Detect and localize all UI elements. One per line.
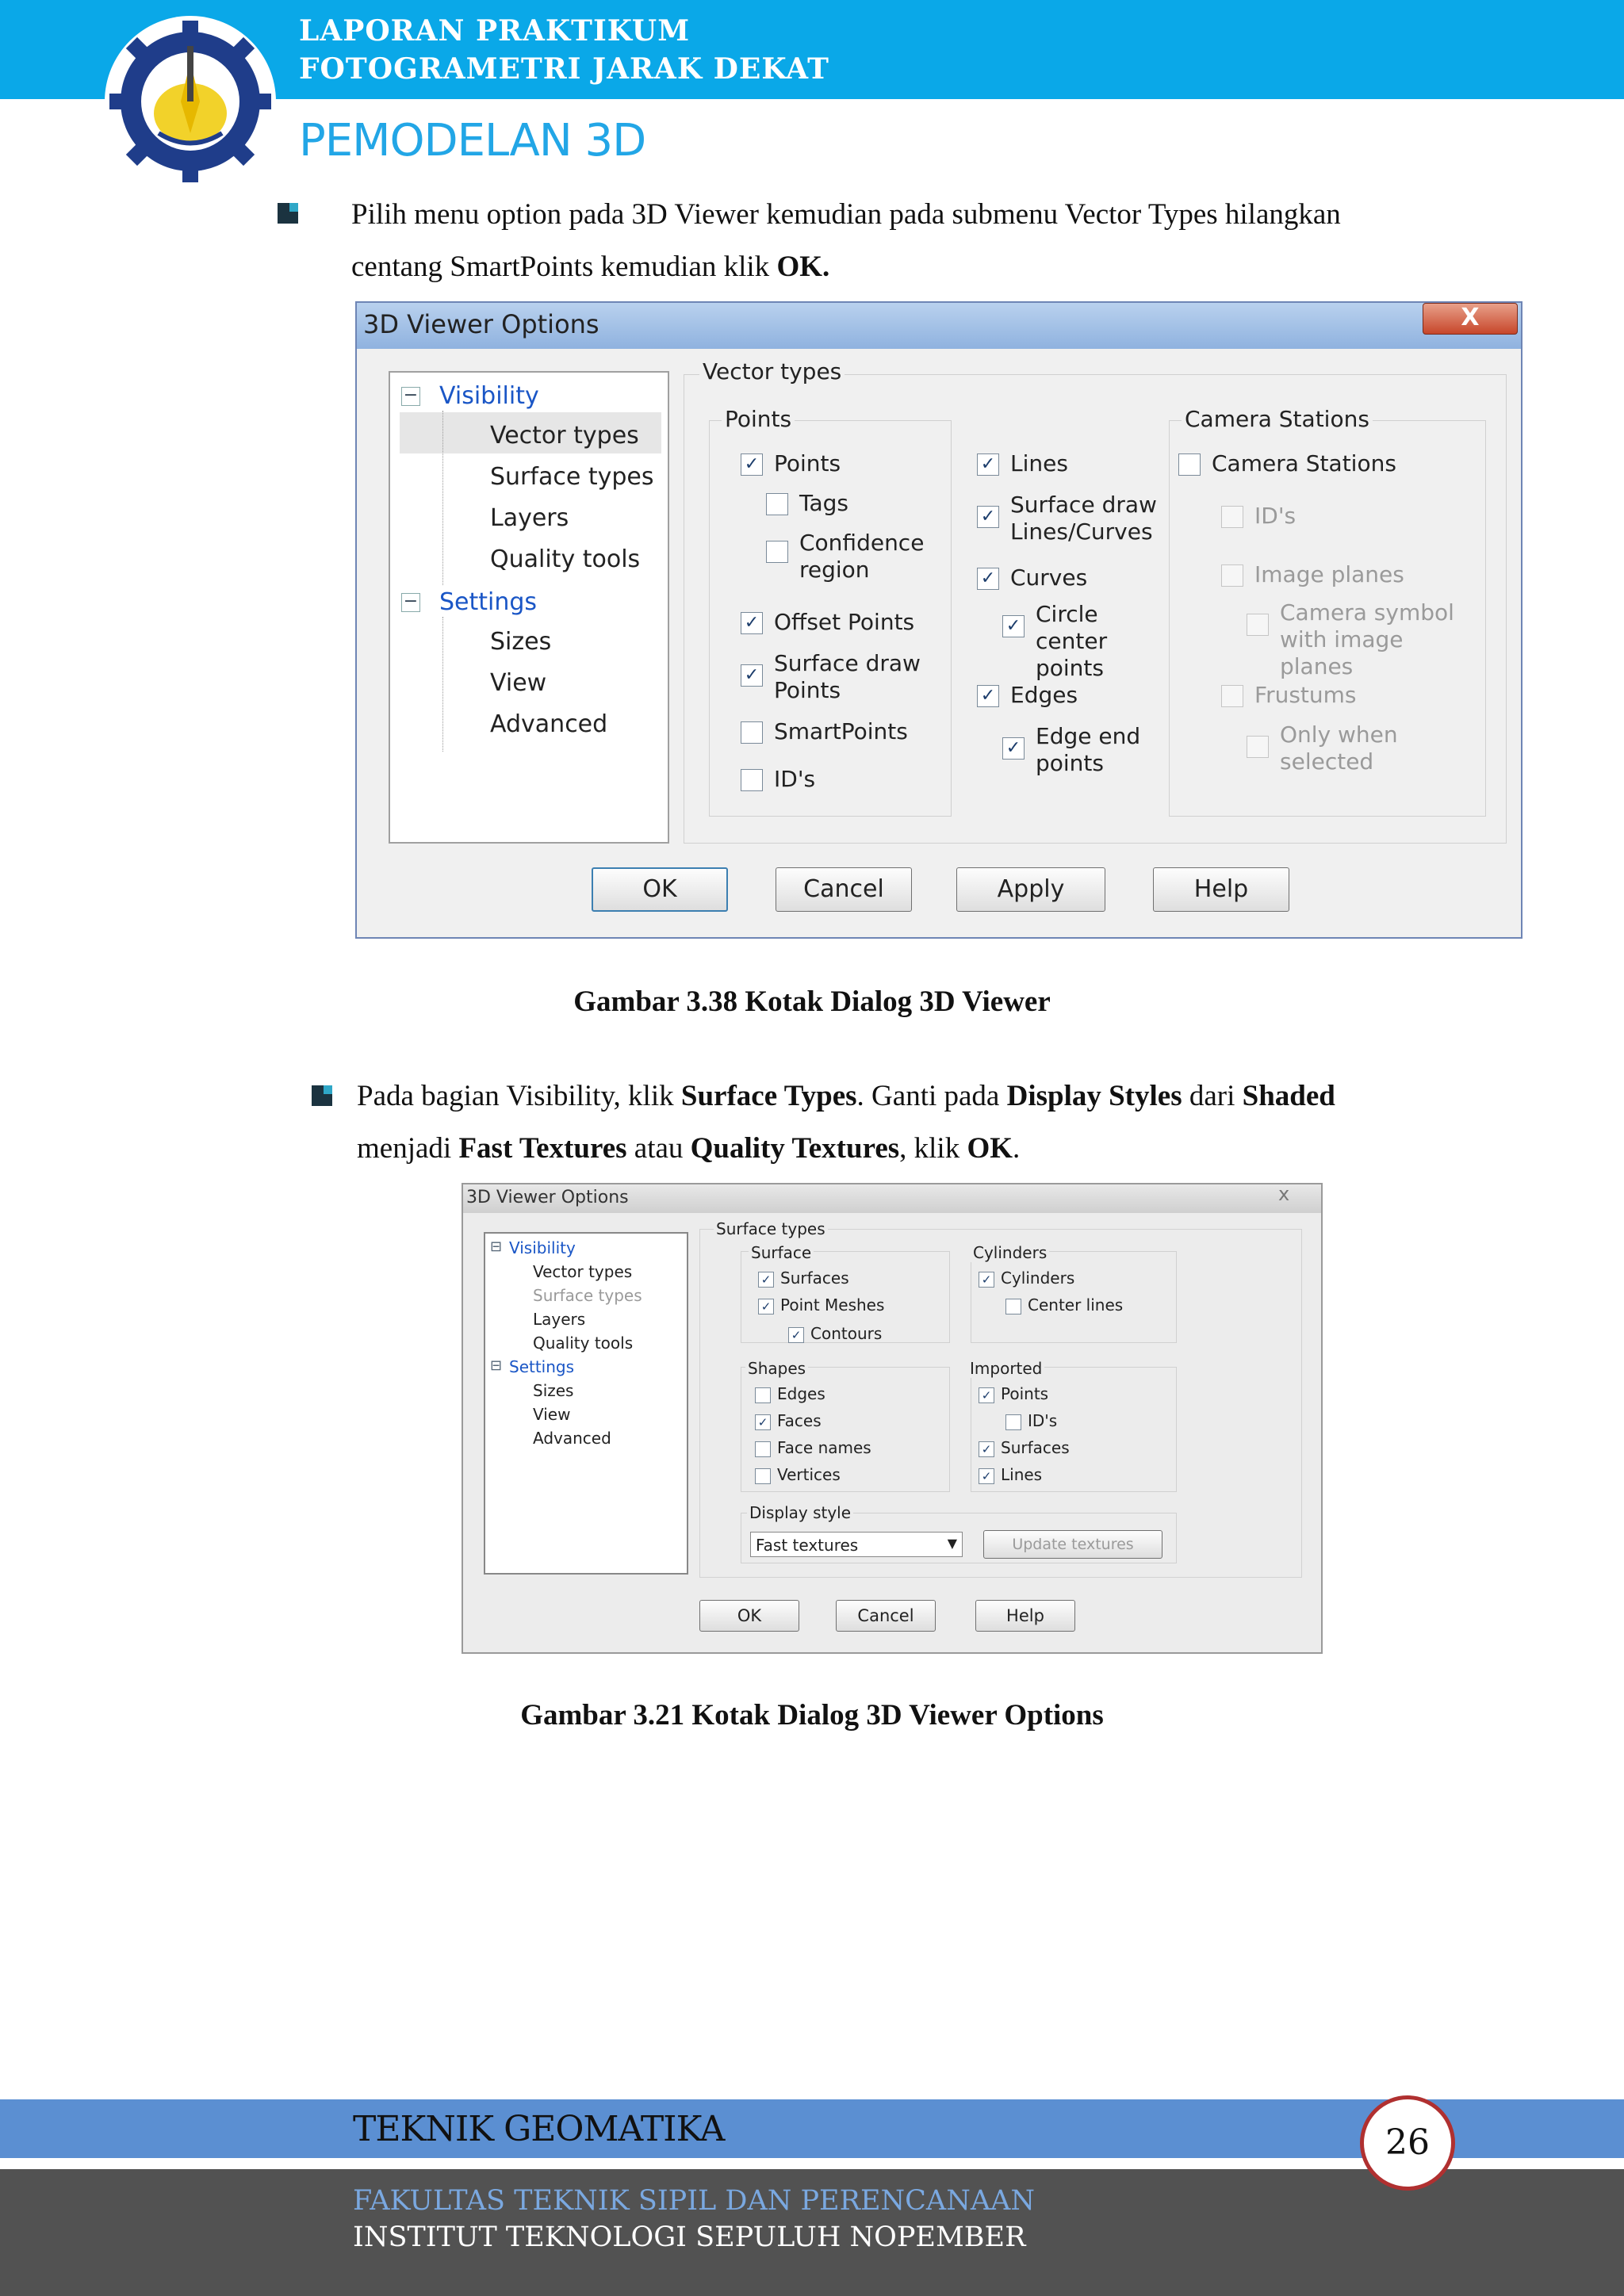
vertices-checkbox[interactable] <box>755 1468 771 1484</box>
lines-checkbox[interactable]: ✓ <box>977 453 999 476</box>
help-button[interactable]: Help <box>975 1600 1075 1632</box>
points-group-title: Points <box>722 406 795 432</box>
para2-line1: Pada bagian Visibility, klik Surface Types. Ganti pada Display Styles dari Shaded <box>357 1080 1335 1112</box>
collapse-visibility-icon[interactable]: − <box>401 387 420 406</box>
cancel-button[interactable]: Cancel <box>776 867 912 912</box>
imported-points-checkbox[interactable]: ✓ <box>979 1387 994 1403</box>
shapes-group-title: Shapes <box>745 1359 808 1378</box>
dialog-3d-viewer-options <box>355 301 1522 939</box>
point-ids-label: ID's <box>774 766 816 792</box>
its-logo <box>103 14 278 189</box>
surface-draw-lines-checkbox[interactable]: ✓ <box>977 506 999 528</box>
header-title-line2: FOTOGRAMETRI JARAK DEKAT <box>299 52 829 86</box>
imported-surfaces-label: Surfaces <box>1001 1438 1070 1457</box>
tree-item-view[interactable]: View <box>533 1405 571 1424</box>
cylinders-group-title: Cylinders <box>971 1243 1049 1262</box>
caption-2: Gambar 3.21 Kotak Dialog 3D Viewer Options <box>520 1699 1104 1732</box>
only-when-selected-checkbox[interactable] <box>1247 736 1269 758</box>
page-number: 26 <box>1360 2095 1455 2191</box>
tree-item-settings[interactable]: Settings <box>439 588 538 616</box>
cancel-button[interactable]: Cancel <box>836 1600 936 1632</box>
ok-button[interactable]: OK <box>699 1600 799 1632</box>
faces-label: Faces <box>777 1411 822 1430</box>
collapse-settings-icon[interactable]: ⊟ <box>490 1357 503 1374</box>
settings-tree <box>389 371 669 844</box>
tree-connector <box>442 411 443 585</box>
imported-surfaces-checkbox[interactable]: ✓ <box>979 1441 994 1457</box>
tree-item-sizes[interactable]: Sizes <box>533 1381 574 1400</box>
ok-button[interactable]: OK <box>592 867 728 912</box>
tags-label: Tags <box>799 490 848 516</box>
confidence-region-checkbox[interactable] <box>766 541 788 563</box>
para2-line2: menjadi Fast Textures atau Quality Textures, klik OK. <box>357 1132 1021 1165</box>
caption-1: Gambar 3.38 Kotak Dialog 3D Viewer <box>573 985 1051 1018</box>
tree-item-vector-types[interactable]: Vector types <box>490 422 639 450</box>
smartpoints-checkbox[interactable] <box>741 721 763 744</box>
paragraph-2 <box>357 1070 1507 1175</box>
imported-group-title: Imported <box>967 1359 1044 1378</box>
tree-item-visibility[interactable]: Visibility <box>439 382 539 410</box>
frustums-checkbox[interactable] <box>1221 685 1243 707</box>
circle-center-points-checkbox[interactable]: ✓ <box>1002 615 1025 637</box>
camera-stations-checkbox[interactable] <box>1178 453 1201 476</box>
collapse-settings-icon[interactable]: − <box>401 593 420 612</box>
confidence-region-label: Confidence region <box>799 530 925 583</box>
point-meshes-checkbox[interactable]: ✓ <box>758 1299 774 1314</box>
surfaces-label: Surfaces <box>780 1269 849 1288</box>
surface-draw-points-label: Surface draw Points <box>774 650 921 703</box>
camera-ids-label: ID's <box>1254 503 1297 529</box>
cylinders-label: Cylinders <box>1001 1269 1075 1288</box>
bullet-icon <box>312 1085 332 1106</box>
settings-tree <box>484 1232 688 1575</box>
paragraph-1 <box>351 189 1461 293</box>
tree-item-quality-tools[interactable]: Quality tools <box>490 545 641 573</box>
points-checkbox[interactable]: ✓ <box>741 453 763 476</box>
camera-symbol-label: Camera symbol with image planes <box>1280 599 1454 679</box>
para1-line2: centang SmartPoints kemudian klik OK. <box>351 251 830 283</box>
imported-points-label: Points <box>1001 1384 1049 1403</box>
para1-line1: Pilih menu option pada 3D Viewer kemudian pada submenu Vector Types hilangkan <box>351 198 1341 231</box>
camera-symbol-checkbox[interactable] <box>1247 614 1269 636</box>
tree-item-visibility[interactable]: Visibility <box>509 1238 576 1257</box>
imported-lines-label: Lines <box>1001 1465 1043 1484</box>
image-planes-label: Image planes <box>1254 561 1404 587</box>
edge-end-points-checkbox[interactable]: ✓ <box>1002 737 1025 760</box>
vertices-label: Vertices <box>777 1465 841 1484</box>
center-lines-label: Center lines <box>1028 1295 1124 1314</box>
tree-item-surface-types[interactable]: Surface types <box>533 1286 642 1305</box>
close-button[interactable]: X <box>1423 303 1518 335</box>
edge-end-points-label: Edge end points <box>1036 723 1141 776</box>
tree-item-view[interactable]: View <box>490 669 547 697</box>
header-title-line1: LAPORAN PRAKTIKUM <box>299 14 691 48</box>
display-style-label: Display style <box>747 1503 853 1522</box>
update-textures-button[interactable]: Update textures <box>983 1530 1162 1559</box>
face-names-checkbox[interactable] <box>755 1441 771 1457</box>
curves-label: Curves <box>1010 564 1088 591</box>
curves-checkbox[interactable]: ✓ <box>977 568 999 590</box>
close-icon[interactable]: x <box>1278 1183 1290 1205</box>
image-planes-checkbox[interactable] <box>1221 564 1243 587</box>
dialog-3d-viewer-options-classic <box>462 1183 1323 1654</box>
help-button[interactable]: Help <box>1153 867 1289 912</box>
tree-item-advanced[interactable]: Advanced <box>533 1429 611 1448</box>
display-style-value: Fast textures <box>756 1536 859 1555</box>
footer-institute: INSTITUT TEKNOLOGI SEPULUH NOPEMBER <box>353 2221 1026 2253</box>
offset-points-label: Offset Points <box>774 609 915 635</box>
edges-checkbox[interactable]: ✓ <box>977 685 999 707</box>
tree-connector <box>442 617 443 752</box>
imported-ids-label: ID's <box>1028 1411 1058 1430</box>
contours-label: Contours <box>810 1324 883 1343</box>
apply-button[interactable]: Apply <box>956 867 1105 912</box>
display-style-select[interactable] <box>750 1532 963 1557</box>
shape-edges-checkbox[interactable] <box>755 1387 771 1403</box>
surfaces-checkbox[interactable]: ✓ <box>758 1272 774 1288</box>
tree-item-quality-tools[interactable]: Quality tools <box>533 1334 634 1353</box>
tree-item-layers[interactable]: Layers <box>490 504 569 532</box>
tree-item-advanced[interactable]: Advanced <box>490 710 608 738</box>
imported-ids-checkbox[interactable] <box>1005 1414 1021 1430</box>
shape-edges-label: Edges <box>777 1384 825 1403</box>
tree-item-layers[interactable]: Layers <box>533 1310 586 1329</box>
offset-points-checkbox[interactable]: ✓ <box>741 612 763 634</box>
tree-item-sizes[interactable]: Sizes <box>490 628 552 656</box>
header-subtitle: PEMODELAN 3D <box>299 115 646 166</box>
shapes-group <box>741 1367 950 1492</box>
edges-label: Edges <box>1010 682 1078 708</box>
dialog-title: 3D Viewer Options <box>363 309 599 339</box>
tags-checkbox[interactable] <box>766 493 788 515</box>
only-when-selected-label: Only when selected <box>1280 721 1398 775</box>
faces-checkbox[interactable]: ✓ <box>755 1414 771 1430</box>
tree-item-settings[interactable]: Settings <box>509 1357 575 1376</box>
cylinders-checkbox[interactable]: ✓ <box>979 1272 994 1288</box>
contours-checkbox[interactable]: ✓ <box>788 1327 804 1343</box>
collapse-visibility-icon[interactable]: ⊟ <box>490 1238 503 1255</box>
tree-item-vector-types[interactable]: Vector types <box>533 1262 633 1281</box>
imported-lines-checkbox[interactable]: ✓ <box>979 1468 994 1484</box>
camera-stations-label: Camera Stations <box>1212 450 1396 476</box>
surface-draw-lines-label: Surface draw Lines/Curves <box>1010 492 1157 545</box>
points-label: Points <box>774 450 841 476</box>
lines-label: Lines <box>1010 450 1068 476</box>
smartpoints-label: SmartPoints <box>774 718 908 744</box>
dialog-title: 3D Viewer Options <box>466 1188 629 1207</box>
point-meshes-label: Point Meshes <box>780 1295 885 1314</box>
footer-faculty: FAKULTAS TEKNIK SIPIL DAN PERENCANAAN <box>353 2185 1035 2217</box>
footer-department: TEKNIK GEOMATIKA <box>353 2109 725 2149</box>
face-names-label: Face names <box>777 1438 871 1457</box>
surface-draw-points-checkbox[interactable]: ✓ <box>741 664 763 687</box>
dropdown-arrow-icon: ▼ <box>947 1536 957 1551</box>
circle-center-points-label: Circle center points <box>1036 601 1108 681</box>
camera-ids-checkbox[interactable] <box>1221 506 1243 528</box>
surface-group-title: Surface <box>749 1243 814 1262</box>
point-ids-checkbox[interactable] <box>741 769 763 791</box>
surface-types-title: Surface types <box>714 1219 828 1238</box>
vector-types-title: Vector types <box>699 358 845 385</box>
tree-item-surface-types[interactable]: Surface types <box>490 463 654 491</box>
center-lines-checkbox[interactable] <box>1005 1299 1021 1314</box>
bullet-icon <box>278 203 298 224</box>
camera-stations-title: Camera Stations <box>1182 406 1373 432</box>
frustums-label: Frustums <box>1254 682 1357 708</box>
